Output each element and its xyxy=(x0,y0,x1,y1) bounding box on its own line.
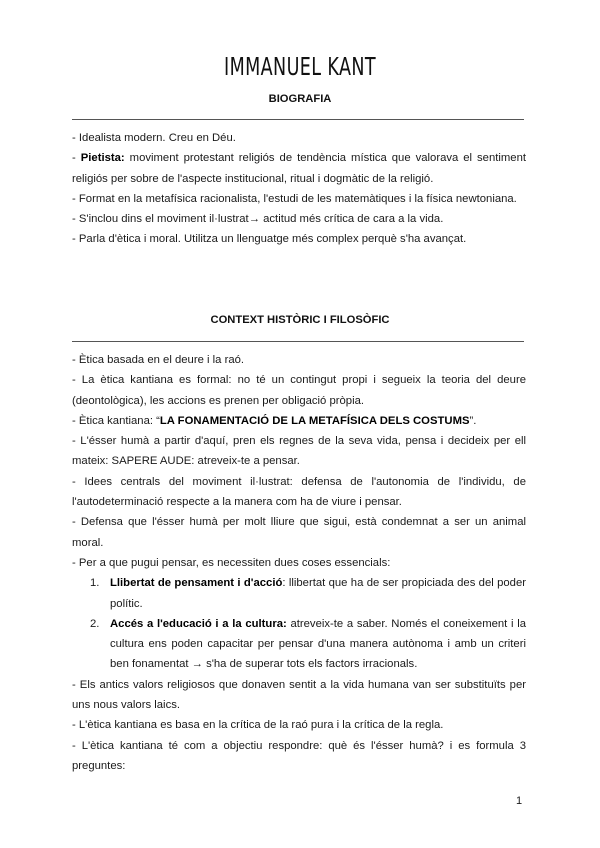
paragraph: - L'ètica kantiana té com a objectiu respondre: què és l'ésser humà? i es formula 3 preguntes: xyxy=(72,739,526,772)
section-heading-context: CONTEXT HISTÒRIC I FILOSÒFIC xyxy=(210,314,390,326)
book-title: LA FONAMENTACIÓ DE LA METAFÍSICA DELS COSTUMS xyxy=(159,414,470,427)
section-heading-biografia: BIOGRAFIA xyxy=(268,93,332,105)
paragraph: - Defensa que l'ésser humà per molt lliure que sigui, està condemnat a ser un animal moral. xyxy=(72,516,526,549)
paragraph: - Ètica basada en el deure i la raó. xyxy=(72,354,245,366)
bold-term: Llibertat de pensament i d'acció xyxy=(110,577,283,590)
paragraph: - Idealista modern. Creu en Déu. xyxy=(72,132,236,144)
text-prefix: - xyxy=(72,152,81,165)
biografia-body xyxy=(72,128,526,250)
paragraph-text: moviment protestant religiós de tendència mística que valorava el sentiment religiós per sobre de l'aspecte institucional, ritual i dogmàtic de la religió. xyxy=(72,152,526,185)
list-text: atreveix-te a saber. Només el coneixement i la cultura ens poden capacitar per pensar d'una manera autònoma i amb un criteri ben fonamentat → s'ha de superar tots els factors irracionals. xyxy=(110,617,526,671)
text-prefix: - Ètica kantiana: “ xyxy=(72,414,160,427)
document-title: IMMANUEL KANT xyxy=(224,52,376,81)
section-divider xyxy=(72,341,524,342)
paragraph: - Parla d'ètica i moral. Utilitza un llenguatge més complex perquè s'ha avançat. xyxy=(72,233,467,246)
list-text: : llibertat que ha de ser propiciada des del poder polític. xyxy=(110,577,526,610)
context-body xyxy=(72,350,526,776)
paragraph: - La ètica kantiana es formal: no té un contingut propi i segueix la teoria del deure (deontològica), les accions es prenen per obligació pròpia. xyxy=(72,374,526,407)
list-number: 1. xyxy=(90,577,100,590)
paragraph xyxy=(72,411,526,431)
list-number: 2. xyxy=(90,617,100,630)
page-number: 1 xyxy=(516,795,523,807)
bold-term: Pietista: xyxy=(80,152,125,165)
paragraph: - L'ètica kantiana es basa en la crítica de la raó pura i la crítica de la regla. xyxy=(72,719,444,732)
paragraph: - Idees centrals del moviment il·lustrat: defensa de l'autonomia de l'individu, de l'autodeterminació respecte a la manera com ha de viure i pensar. xyxy=(72,475,526,509)
text-suffix: ”. xyxy=(469,414,477,427)
section-divider xyxy=(72,119,524,120)
paragraph: - S'inclou dins el moviment il·lustrat→ actitud més crítica de cara a la vida. xyxy=(72,213,444,226)
list-item xyxy=(72,614,526,675)
paragraph: - Format en la metafísica racionalista, l'estudi de les matemàtiques i la física newtoniana. xyxy=(72,192,517,205)
paragraph xyxy=(72,148,526,189)
paragraph: - Per a que pugui pensar, es necessiten dues coses essencials: xyxy=(72,556,391,569)
paragraph: - Els antics valors religiosos que donaven sentit a la vida humana van ser substituïts per uns nous valors laics. xyxy=(72,678,526,712)
list-item xyxy=(72,573,526,614)
paragraph: - L'ésser humà a partir d'aquí, pren els regnes de la seva vida, pensa i decideix per ell mateix: SAPERE AUDE: atreveix-te a pensar. xyxy=(72,435,526,468)
bold-term: Accés a l'educació i a la cultura: xyxy=(110,617,287,630)
